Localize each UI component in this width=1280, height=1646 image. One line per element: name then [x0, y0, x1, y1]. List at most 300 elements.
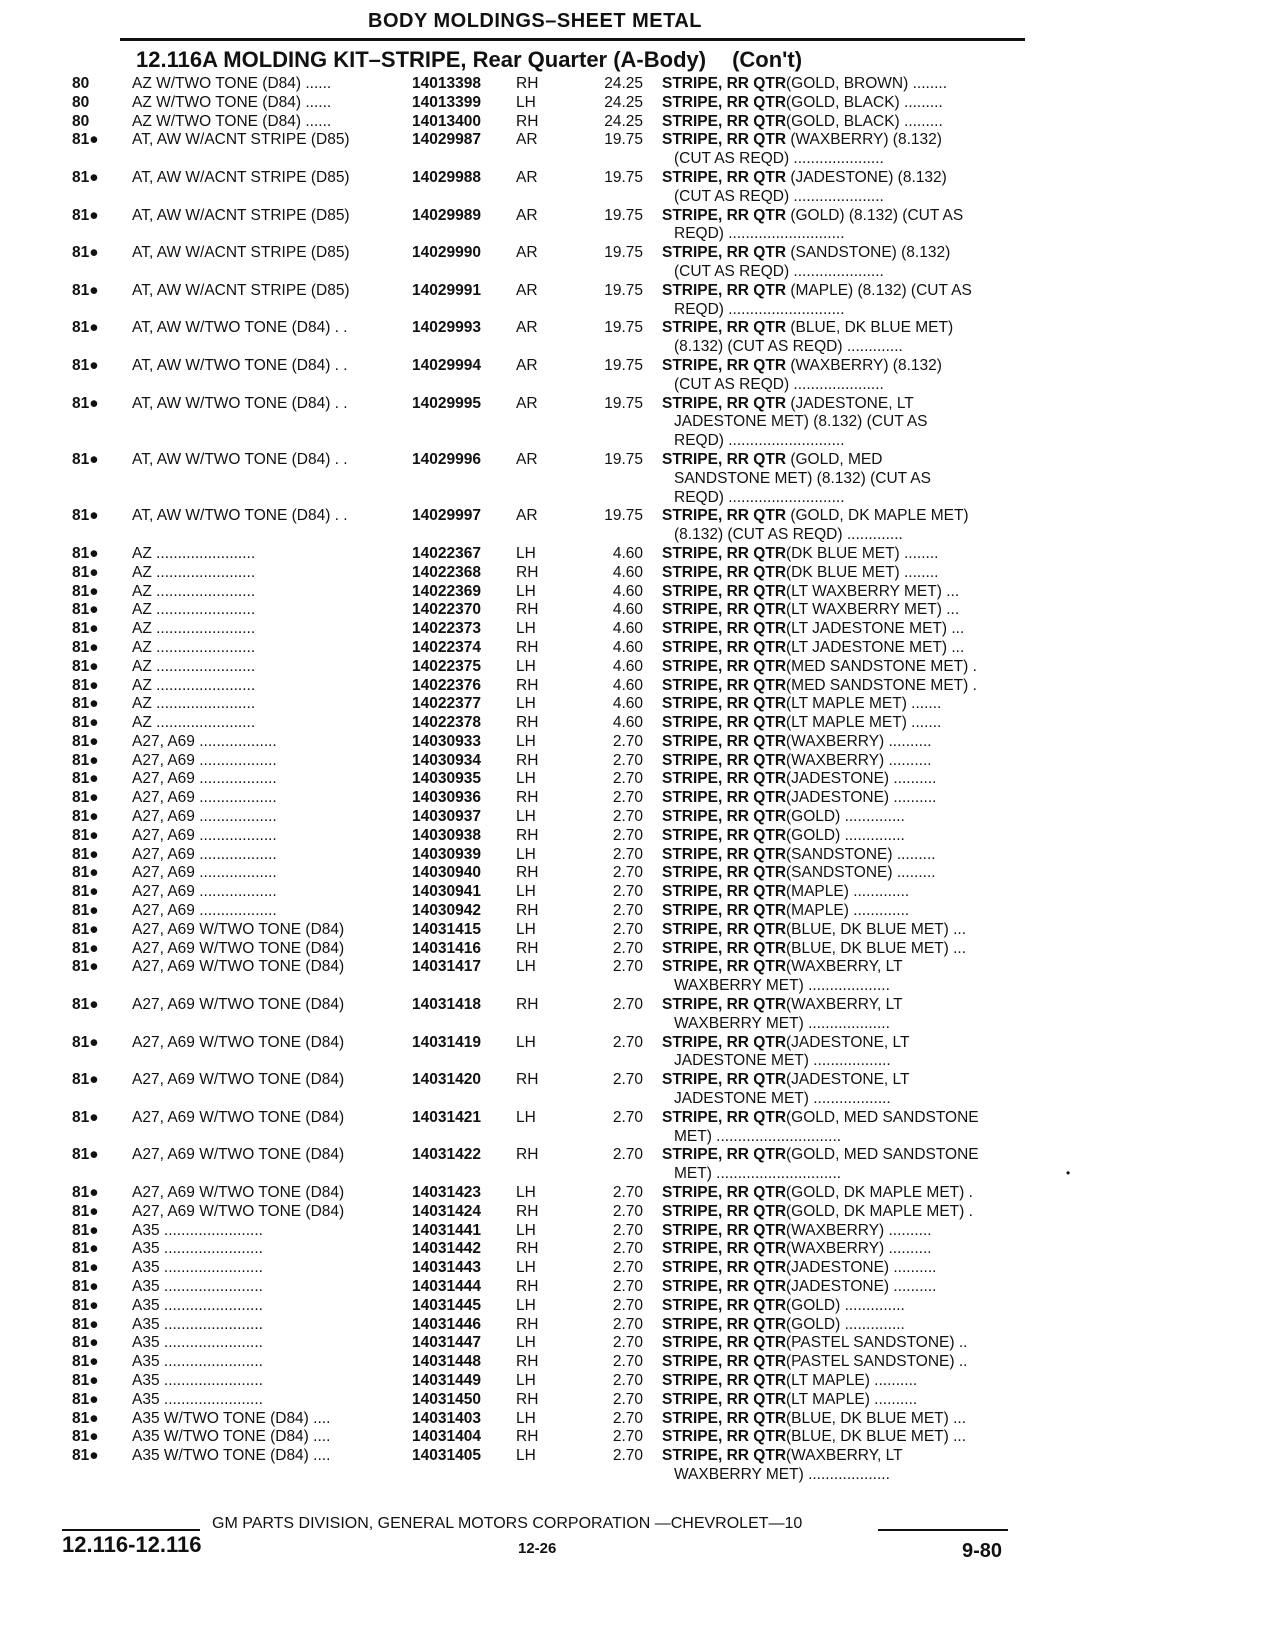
row-code: 81● [72, 996, 99, 1014]
table-row [0, 1184, 1280, 1203]
table-row [0, 770, 1280, 789]
row-code: 81● [72, 1278, 99, 1295]
row-part-number: 14031448 [412, 1353, 481, 1371]
row-side: LH [516, 732, 536, 750]
row-quantity: 2.70 [612, 1108, 643, 1126]
row-model: AZ W/TWO TONE (D84) ...... [132, 112, 332, 130]
row-code: 81● [72, 620, 99, 638]
table-row [0, 714, 1280, 733]
table-row [0, 583, 1280, 602]
stripe-keyword: STRIPE, RR QTR [662, 1202, 787, 1220]
row-side: AR [516, 281, 538, 299]
row-part-number: 14031446 [412, 1315, 481, 1333]
section-cont: (Con't) [732, 47, 803, 72]
row-side: RH [516, 826, 539, 844]
row-code: 80 [72, 112, 90, 130]
row-description [662, 733, 1024, 752]
row-side: RH [516, 1240, 539, 1258]
row-description-line: REQD) ........................... [674, 488, 845, 506]
stripe-keyword: STRIPE, RR QTR [662, 845, 787, 863]
row-model: AZ ....................... [132, 601, 256, 619]
table-row [0, 94, 1280, 113]
row-model: A27, A69 .................. [132, 789, 277, 807]
row-code: 81● [72, 544, 99, 562]
table-row [0, 752, 1280, 771]
row-description [662, 1222, 1024, 1241]
row-model: A27, A69 W/TWO TONE (D84) [132, 1202, 345, 1220]
row-side: LH [516, 1296, 536, 1314]
row-code: 81● [72, 356, 99, 374]
row-description [662, 75, 1024, 94]
row-description [662, 1259, 1024, 1278]
row-description-line: STRIPE, RR QTR(LT JADESTONE MET) ... [662, 638, 965, 656]
row-quantity: 24.25 [604, 112, 643, 130]
row-description-line: STRIPE, RR QTR (MAPLE) (8.132) (CUT AS [662, 281, 972, 299]
row-model: AZ ....................... [132, 714, 256, 732]
stripe-keyword: STRIPE, RR QTR [662, 1184, 787, 1202]
row-side: RH [516, 1071, 539, 1089]
row-quantity: 2.70 [612, 1278, 643, 1295]
row-quantity: 19.75 [604, 131, 643, 149]
row-description [662, 113, 1024, 132]
row-side: RH [516, 1353, 539, 1371]
row-code: 80 [72, 93, 90, 111]
row-side: LH [516, 93, 536, 111]
row-description [662, 808, 1024, 827]
stripe-keyword: STRIPE, RR QTR [662, 864, 787, 882]
table-row [0, 620, 1280, 639]
table-row [0, 207, 1280, 245]
row-side: LH [516, 1184, 536, 1202]
row-description-line: STRIPE, RR QTR(SANDSTONE) ......... [662, 845, 936, 863]
row-code: 81● [72, 450, 99, 468]
stripe-keyword: STRIPE, RR QTR [662, 582, 787, 600]
parts-table [0, 75, 1280, 1485]
table-row [0, 113, 1280, 132]
table-row [0, 921, 1280, 940]
row-description [662, 902, 1024, 921]
row-description-line: STRIPE, RR QTR (JADESTONE, LT [662, 394, 914, 412]
row-description [662, 1146, 1024, 1184]
row-side: LH [516, 657, 536, 675]
row-model: A27, A69 .................. [132, 902, 277, 920]
row-description-line: STRIPE, RR QTR (GOLD, MED [662, 450, 883, 468]
stripe-keyword: STRIPE, RR QTR [662, 789, 787, 807]
row-model: A27, A69 W/TWO TONE (D84) [132, 1108, 345, 1126]
row-side: RH [516, 1202, 539, 1220]
row-side: AR [516, 319, 538, 337]
row-code: 81● [72, 638, 99, 656]
row-quantity: 2.70 [612, 789, 643, 807]
row-part-number: 14030938 [412, 826, 481, 844]
row-quantity: 2.70 [612, 1428, 643, 1446]
row-code: 81● [72, 676, 99, 694]
row-quantity: 2.70 [612, 1184, 643, 1202]
row-description-line: STRIPE, RR QTR(GOLD, MED SANDSTONE [662, 1108, 979, 1126]
footer-page-number: 12-26 [518, 1540, 557, 1557]
row-part-number: 14030942 [412, 902, 481, 920]
row-description [662, 319, 1024, 357]
stripe-keyword: STRIPE, RR QTR [662, 620, 787, 638]
row-code: 81● [72, 1390, 99, 1408]
row-part-number: 14031445 [412, 1296, 481, 1314]
stripe-keyword: STRIPE, RR QTR [662, 394, 787, 412]
row-part-number: 14031424 [412, 1202, 481, 1220]
row-quantity: 4.60 [612, 544, 643, 562]
row-part-number: 14013398 [412, 75, 481, 92]
table-row [0, 1447, 1280, 1485]
row-description-line: REQD) ........................... [674, 225, 845, 243]
stripe-keyword: STRIPE, RR QTR [662, 751, 787, 769]
row-quantity: 4.60 [612, 657, 643, 675]
stripe-keyword: STRIPE, RR QTR [662, 244, 787, 262]
stripe-keyword: STRIPE, RR QTR [662, 1409, 787, 1427]
table-row [0, 789, 1280, 808]
row-side: LH [516, 582, 536, 600]
row-description [662, 883, 1024, 902]
stripe-keyword: STRIPE, RR QTR [662, 1146, 787, 1164]
row-description [662, 583, 1024, 602]
row-description [662, 545, 1024, 564]
stripe-keyword: STRIPE, RR QTR [662, 657, 787, 675]
table-row [0, 319, 1280, 357]
row-description [662, 921, 1024, 940]
row-quantity: 2.70 [612, 1353, 643, 1371]
row-code: 81● [72, 695, 99, 713]
row-code: 81● [72, 1447, 99, 1465]
row-description [662, 357, 1024, 395]
row-quantity: 2.70 [612, 770, 643, 788]
row-model: A35 W/TWO TONE (D84) .... [132, 1447, 331, 1465]
row-part-number: 14030936 [412, 789, 481, 807]
stripe-keyword: STRIPE, RR QTR [662, 1240, 787, 1258]
row-model: A35 ....................... [132, 1371, 263, 1389]
row-side: RH [516, 1146, 539, 1164]
stripe-keyword: STRIPE, RR QTR [662, 168, 787, 186]
row-side: LH [516, 770, 536, 788]
table-row [0, 75, 1280, 94]
stripe-keyword: STRIPE, RR QTR [662, 1315, 787, 1333]
row-description [662, 752, 1024, 771]
row-part-number: 14022378 [412, 714, 481, 732]
table-row [0, 601, 1280, 620]
stripe-keyword: STRIPE, RR QTR [662, 75, 787, 92]
row-side: AR [516, 356, 538, 374]
row-description [662, 695, 1024, 714]
row-description [662, 958, 1024, 996]
row-code: 81● [72, 920, 99, 938]
footer-text: GM PARTS DIVISION, GENERAL MOTORS CORPORATION —CHEVROLET—10 [212, 1515, 803, 1532]
table-row [0, 169, 1280, 207]
row-part-number: 14022369 [412, 582, 481, 600]
row-quantity: 2.70 [612, 902, 643, 920]
row-description-line: STRIPE, RR QTR(JADESTONE) .......... [662, 789, 937, 807]
row-part-number: 14031442 [412, 1240, 481, 1258]
row-quantity: 4.60 [612, 601, 643, 619]
row-quantity: 2.70 [612, 808, 643, 826]
row-part-number: 14030939 [412, 845, 481, 863]
row-code: 81● [72, 1334, 99, 1352]
row-description-line: WAXBERRY MET) ................... [674, 977, 890, 995]
row-code: 81● [72, 1240, 99, 1258]
row-part-number: 14031441 [412, 1221, 481, 1239]
row-model: A27, A69 W/TWO TONE (D84) [132, 958, 345, 976]
row-quantity: 2.70 [612, 845, 643, 863]
row-model: AT, AW W/ACNT STRIPE (D85) [132, 168, 350, 186]
row-side: RH [516, 638, 539, 656]
row-description [662, 1034, 1024, 1072]
row-code: 81● [72, 206, 99, 224]
row-part-number: 14029989 [412, 206, 481, 224]
row-description-line: STRIPE, RR QTR(MAPLE) ............. [662, 902, 910, 920]
row-quantity: 4.60 [612, 676, 643, 694]
row-side: AR [516, 394, 538, 412]
row-model: AT, AW W/TWO TONE (D84) . . [132, 450, 348, 468]
row-description-line: STRIPE, RR QTR (WAXBERRY) (8.132) [662, 356, 942, 374]
row-description [662, 770, 1024, 789]
row-code: 81● [72, 770, 99, 788]
row-model: A27, A69 W/TWO TONE (D84) [132, 1146, 345, 1164]
row-side: LH [516, 958, 536, 976]
row-description-line: WAXBERRY MET) ................... [674, 1465, 890, 1483]
row-quantity: 2.70 [612, 996, 643, 1014]
row-quantity: 19.75 [604, 319, 643, 337]
row-part-number: 14022368 [412, 563, 481, 581]
row-side: RH [516, 1428, 539, 1446]
row-code: 81● [72, 1184, 99, 1202]
row-part-number: 14030940 [412, 864, 481, 882]
row-model: AT, AW W/ACNT STRIPE (D85) [132, 206, 350, 224]
table-row [0, 958, 1280, 996]
row-model: A27, A69 W/TWO TONE (D84) [132, 1033, 345, 1051]
row-quantity: 2.70 [612, 1259, 643, 1277]
row-description-line: STRIPE, RR QTR(GOLD, DK MAPLE MET) . [662, 1202, 973, 1220]
row-side: RH [516, 676, 539, 694]
row-description-line: STRIPE, RR QTR(JADESTONE) .......... [662, 1278, 937, 1295]
row-code: 81● [72, 1409, 99, 1427]
footer-left-ref: 12.116-12.116 [62, 1532, 202, 1557]
row-code: 81● [72, 281, 99, 299]
row-description-line: STRIPE, RR QTR(LT MAPLE MET) ....... [662, 714, 942, 732]
row-description [662, 1334, 1024, 1353]
row-part-number: 14031419 [412, 1033, 481, 1051]
row-side: LH [516, 1221, 536, 1239]
table-row [0, 1353, 1280, 1372]
row-description-line: STRIPE, RR QTR(BLUE, DK BLUE MET) ... [662, 1428, 967, 1446]
row-quantity: 2.70 [612, 751, 643, 769]
row-model: A27, A69 .................. [132, 826, 277, 844]
row-code: 81● [72, 1296, 99, 1314]
row-description-line: JADESTONE MET) .................. [674, 1090, 891, 1108]
row-model: AZ ....................... [132, 676, 256, 694]
row-description [662, 282, 1024, 320]
row-quantity: 2.70 [612, 883, 643, 901]
stripe-keyword: STRIPE, RR QTR [662, 1371, 787, 1389]
row-description-line: STRIPE, RR QTR (GOLD) (8.132) (CUT AS [662, 206, 964, 224]
row-model: AT, AW W/ACNT STRIPE (D85) [132, 244, 350, 262]
row-description-line: STRIPE, RR QTR(LT WAXBERRY MET) ... [662, 582, 960, 600]
row-quantity: 19.75 [604, 450, 643, 468]
row-side: RH [516, 939, 539, 957]
row-description [662, 244, 1024, 282]
row-code: 81● [72, 1033, 99, 1051]
row-part-number: 14029991 [412, 281, 481, 299]
row-description-line: STRIPE, RR QTR(LT JADESTONE MET) ... [662, 620, 965, 638]
row-description-line: STRIPE, RR QTR (GOLD, DK MAPLE MET) [662, 507, 969, 525]
row-quantity: 24.25 [604, 93, 643, 111]
row-description-line: REQD) ........................... [674, 300, 845, 318]
row-part-number: 14022373 [412, 620, 481, 638]
row-part-number: 14029988 [412, 168, 481, 186]
row-side: LH [516, 1409, 536, 1427]
row-quantity: 2.70 [612, 1447, 643, 1465]
row-part-number: 14031417 [412, 958, 481, 976]
row-code: 81● [72, 883, 99, 901]
row-model: A27, A69 .................. [132, 845, 277, 863]
stripe-keyword: STRIPE, RR QTR [662, 544, 787, 562]
row-description-line: STRIPE, RR QTR(BLUE, DK BLUE MET) ... [662, 1409, 967, 1427]
row-side: RH [516, 751, 539, 769]
table-row [0, 733, 1280, 752]
footer-rule-left [62, 1529, 200, 1531]
row-description [662, 1353, 1024, 1372]
row-description-line: STRIPE, RR QTR (SANDSTONE) (8.132) [662, 244, 951, 262]
table-row [0, 1428, 1280, 1447]
row-model: AT, AW W/ACNT STRIPE (D85) [132, 281, 350, 299]
row-description-line: STRIPE, RR QTR(GOLD, BLACK) ......... [662, 112, 943, 130]
row-model: A27, A69 .................. [132, 864, 277, 882]
row-description-line: STRIPE, RR QTR(BLUE, DK BLUE MET) ... [662, 920, 967, 938]
row-model: AT, AW W/TWO TONE (D84) . . [132, 394, 348, 412]
row-description [662, 1278, 1024, 1297]
row-code: 81● [72, 1202, 99, 1220]
row-description-line: STRIPE, RR QTR(JADESTONE, LT [662, 1071, 910, 1089]
row-description-line: (CUT AS REQD) ..................... [674, 187, 884, 205]
stripe-keyword: STRIPE, RR QTR [662, 507, 787, 525]
row-description [662, 789, 1024, 808]
header-rule [120, 38, 1025, 41]
row-side: RH [516, 112, 539, 130]
row-description-line: (8.132) (CUT AS REQD) ............. [674, 526, 903, 544]
row-description [662, 507, 1024, 545]
row-code: 81● [72, 732, 99, 750]
row-model: AT, AW W/ACNT STRIPE (D85) [132, 131, 350, 149]
row-part-number: 14029997 [412, 507, 481, 525]
row-description-line: STRIPE, RR QTR(BLUE, DK BLUE MET) ... [662, 939, 967, 957]
row-part-number: 14031405 [412, 1447, 481, 1465]
table-row [0, 1109, 1280, 1147]
stripe-keyword: STRIPE, RR QTR [662, 808, 787, 826]
row-description-line: (8.132) (CUT AS REQD) ............. [674, 338, 903, 356]
row-description [662, 864, 1024, 883]
row-part-number: 14031450 [412, 1390, 481, 1408]
row-model: A35 W/TWO TONE (D84) .... [132, 1409, 331, 1427]
row-quantity: 19.75 [604, 168, 643, 186]
row-side: LH [516, 1033, 536, 1051]
stripe-keyword: STRIPE, RR QTR [662, 638, 787, 656]
row-quantity: 2.70 [612, 826, 643, 844]
stripe-keyword: STRIPE, RR QTR [662, 1259, 787, 1277]
footer-rule-right [878, 1529, 1008, 1531]
row-part-number: 14022376 [412, 676, 481, 694]
stripe-keyword: STRIPE, RR QTR [662, 826, 787, 844]
row-description-line: STRIPE, RR QTR (WAXBERRY) (8.132) [662, 131, 942, 149]
row-model: A27, A69 .................. [132, 808, 277, 826]
row-quantity: 2.70 [612, 939, 643, 957]
row-description-line: STRIPE, RR QTR(GOLD) .............. [662, 826, 905, 844]
row-part-number: 14022367 [412, 544, 481, 562]
stripe-keyword: STRIPE, RR QTR [662, 902, 787, 920]
row-model: AT, AW W/TWO TONE (D84) . . [132, 507, 348, 525]
row-model: A35 ....................... [132, 1315, 263, 1333]
row-description [662, 601, 1024, 620]
table-row [0, 395, 1280, 451]
row-model: A27, A69 .................. [132, 751, 277, 769]
row-quantity: 4.60 [612, 563, 643, 581]
row-description-line: STRIPE, RR QTR(MAPLE) ............. [662, 883, 910, 901]
row-quantity: 2.70 [612, 1221, 643, 1239]
row-description-line: STRIPE, RR QTR(GOLD, DK MAPLE MET) . [662, 1184, 973, 1202]
table-row [0, 1203, 1280, 1222]
stripe-keyword: STRIPE, RR QTR [662, 1278, 787, 1295]
row-part-number: 14031422 [412, 1146, 481, 1164]
row-quantity: 2.70 [612, 1240, 643, 1258]
row-model: A35 ....................... [132, 1240, 263, 1258]
table-row [0, 1034, 1280, 1072]
row-description [662, 1203, 1024, 1222]
row-description-line: STRIPE, RR QTR(GOLD, BLACK) ......... [662, 93, 943, 111]
row-quantity: 19.75 [604, 394, 643, 412]
stripe-keyword: STRIPE, RR QTR [662, 1428, 787, 1446]
row-side: LH [516, 1371, 536, 1389]
row-description-line: MET) ............................. [674, 1127, 842, 1145]
stripe-keyword: STRIPE, RR QTR [662, 1071, 787, 1089]
row-description-line: STRIPE, RR QTR(GOLD) .............. [662, 808, 905, 826]
row-quantity: 4.60 [612, 582, 643, 600]
row-model: A35 ....................... [132, 1259, 263, 1277]
stripe-keyword: STRIPE, RR QTR [662, 206, 787, 224]
row-model: A35 ....................... [132, 1221, 263, 1239]
row-side: RH [516, 601, 539, 619]
stripe-keyword: STRIPE, RR QTR [662, 281, 787, 299]
row-description-line: STRIPE, RR QTR (BLUE, DK BLUE MET) [662, 319, 954, 337]
row-code: 81● [72, 1071, 99, 1089]
row-description [662, 677, 1024, 696]
row-code: 81● [72, 845, 99, 863]
table-row [0, 677, 1280, 696]
row-description [662, 1184, 1024, 1203]
row-part-number: 14022374 [412, 638, 481, 656]
row-description-line: (CUT AS REQD) ..................... [674, 375, 884, 393]
row-quantity: 2.70 [612, 958, 643, 976]
row-code: 81● [72, 1371, 99, 1389]
stripe-keyword: STRIPE, RR QTR [662, 770, 787, 788]
row-side: LH [516, 1259, 536, 1277]
stripe-keyword: STRIPE, RR QTR [662, 1447, 787, 1465]
row-side: RH [516, 1315, 539, 1333]
row-model: AZ ....................... [132, 563, 256, 581]
row-model: A27, A69 .................. [132, 732, 277, 750]
row-quantity: 4.60 [612, 695, 643, 713]
row-code: 81● [72, 1353, 99, 1371]
row-model: A35 ....................... [132, 1353, 263, 1371]
row-part-number: 14031403 [412, 1409, 481, 1427]
row-quantity: 2.70 [612, 1071, 643, 1089]
row-model: AZ ....................... [132, 695, 256, 713]
row-description [662, 564, 1024, 583]
row-quantity: 19.75 [604, 206, 643, 224]
stripe-keyword: STRIPE, RR QTR [662, 356, 787, 374]
